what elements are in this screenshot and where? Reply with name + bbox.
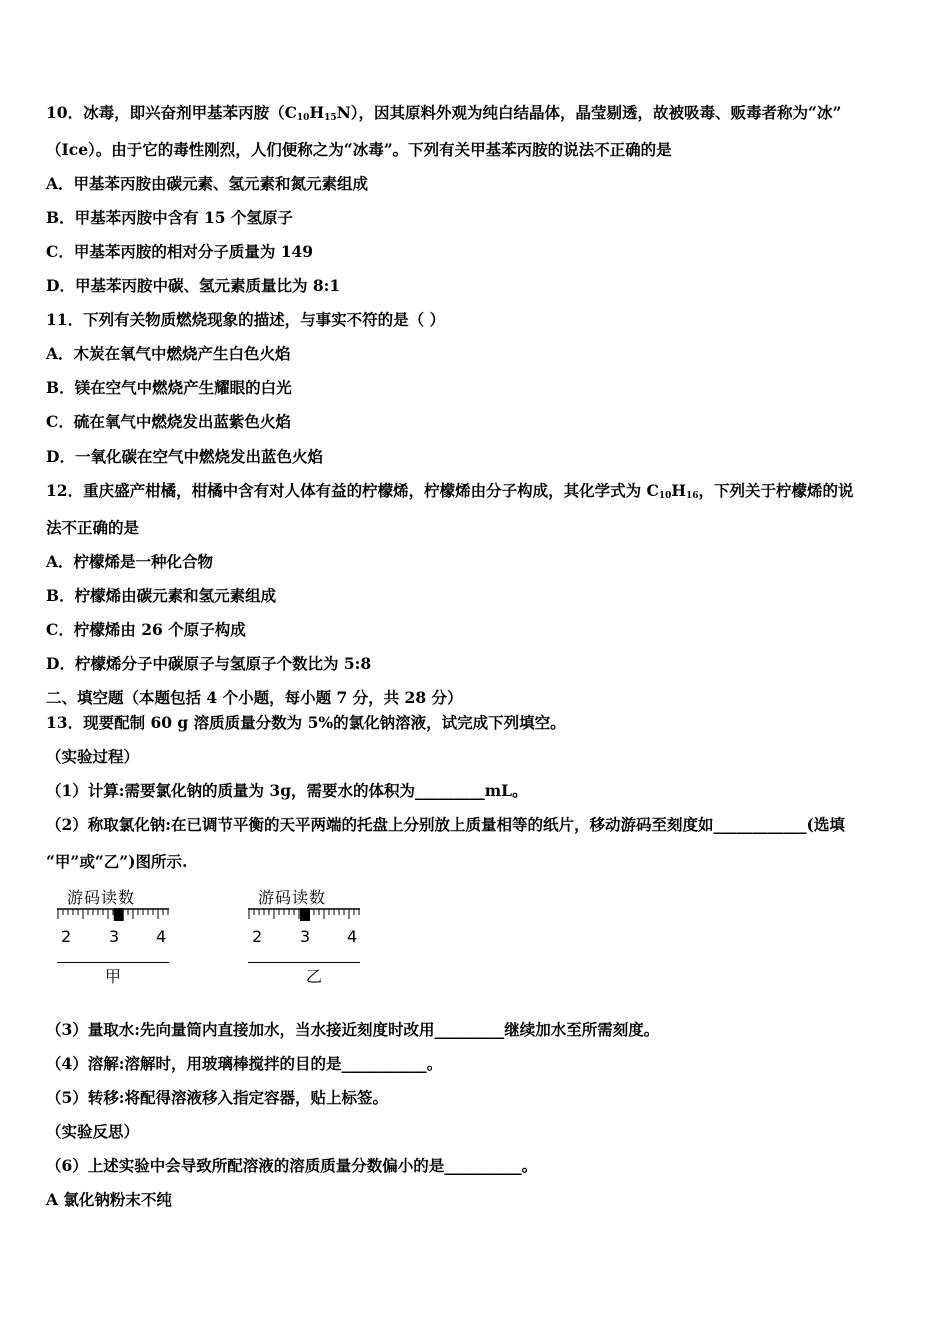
ruler-yi bbox=[248, 885, 368, 985]
q12-option-b: B．柠檬烯由碳元素和氢元素组成 bbox=[46, 586, 277, 605]
ruler-jia-name: 甲 bbox=[105, 967, 122, 986]
q13-reflect-heading: （实验反思） bbox=[46, 1122, 140, 1141]
q13-stem: 13．现要配制 60 g 溶质质量分数为 5%的氯化钠溶液，试完成下列填空。 bbox=[46, 713, 566, 732]
q13-step-2-line2: “甲”或“乙”)图所示. bbox=[46, 852, 188, 871]
ruler-yi-baseline bbox=[248, 962, 360, 963]
ruler-yi-scale bbox=[248, 907, 368, 927]
q12-option-d: D．柠檬烯分子中碳原子与氢原子个数比为 5:8 bbox=[46, 654, 372, 673]
q10-stem-line1: 10．冰毒，即兴奋剂甲基苯丙胺$(C_{10}H_{15}N)$，因其原料外观为纯白结晶体，晶莹剔透，故被吸毒、贩毒者称为“冰” bbox=[46, 103, 842, 123]
q10-option-a: A．甲基苯丙胺由碳元素、氢元素和氮元素组成 bbox=[46, 174, 369, 193]
ruler-yi-tick-4: 4 bbox=[347, 927, 358, 946]
ruler-yi-title: 游码读数 bbox=[258, 888, 327, 907]
q10-option-d: D．甲基苯丙胺中碳、氢元素质量比为 8:1 bbox=[46, 276, 341, 295]
q10-option-c: C．甲基苯丙胺的相对分子质量为 149 bbox=[46, 242, 314, 261]
rider-slider bbox=[300, 908, 310, 921]
q13-option-a: A 氯化钠粉末不纯 bbox=[46, 1190, 172, 1209]
ruler-yi-name: 乙 bbox=[306, 967, 323, 986]
q11-stem: 11．下列有关物质燃烧现象的描述，与事实不符的是（ ） bbox=[46, 310, 445, 329]
q13-step-6: （6）上述实验中会导致所配溶液的溶质质量分数偏小的是__________。 bbox=[46, 1156, 538, 1175]
rider-slider bbox=[114, 908, 124, 921]
ruler-jia-tick-4: 4 bbox=[156, 927, 167, 946]
q13-process-heading: （实验过程） bbox=[46, 747, 140, 766]
section-heading: 二、填空题（本题包括 4 个小题，每小题 7 分，共 28 分） bbox=[46, 688, 463, 707]
q12-stem-line2: 法不正确的是 bbox=[46, 518, 140, 537]
q12-stem-line1: 12．重庆盛产柑橘，柑橘中含有对人体有益的柠檬烯，柠檬烯由分子构成，其化学式为 $C_{10}H_{16}$，下列关于柠檬烯的说 bbox=[46, 481, 854, 501]
ruler-jia-scale bbox=[57, 907, 177, 927]
q12-option-a: A．柠檬烯是一种化合物 bbox=[46, 552, 214, 571]
q11-option-b: B．镁在空气中燃烧产生耀眼的白光 bbox=[46, 378, 292, 397]
q11-option-d: D．一氧化碳在空气中燃烧发出蓝色火焰 bbox=[46, 447, 323, 466]
q13-step-3: （3）量取水:先向量筒内直接加水，当水接近刻度时改用_________继续加水至所需刻度。 bbox=[46, 1020, 660, 1039]
q12-option-c: C．柠檬烯由 26 个原子构成 bbox=[46, 620, 246, 639]
q10-option-b: B．甲基苯丙胺中含有 15 个氢原子 bbox=[46, 208, 293, 227]
ruler-jia-baseline bbox=[57, 962, 169, 963]
q13-step-2-line1: （2）称取氯化钠:在已调节平衡的天平两端的托盘上分别放上质量相等的纸片，移动游码至刻度如____________(选填 bbox=[46, 815, 845, 834]
q11-option-c: C．硫在氧气中燃烧发出蓝紫色火焰 bbox=[46, 412, 291, 431]
ruler-jia-title: 游码读数 bbox=[67, 888, 136, 907]
ruler-yi-tick-2: 2 bbox=[252, 927, 263, 946]
ruler-jia bbox=[57, 885, 177, 985]
ruler-yi-tick-3: 3 bbox=[300, 927, 311, 946]
ruler-jia-tick-3: 3 bbox=[109, 927, 120, 946]
q10-stem-line2: （Ice）。由于它的毒性刚烈，人们便称之为“冰毒”。下列有关甲基苯丙胺的说法不正确的是 bbox=[46, 140, 672, 159]
q13-step-5: （5）转移:将配得溶液移入指定容器，贴上标签。 bbox=[46, 1088, 389, 1107]
q11-option-a: A．木炭在氧气中燃烧产生白色火焰 bbox=[46, 344, 291, 363]
ruler-jia-tick-2: 2 bbox=[61, 927, 72, 946]
q13-step-1: （1）计算:需要氯化钠的质量为 3g，需要水的体积为_________mL。 bbox=[46, 781, 528, 800]
q13-step-4: （4）溶解:溶解时，用玻璃棒搅拌的目的是___________。 bbox=[46, 1054, 443, 1073]
